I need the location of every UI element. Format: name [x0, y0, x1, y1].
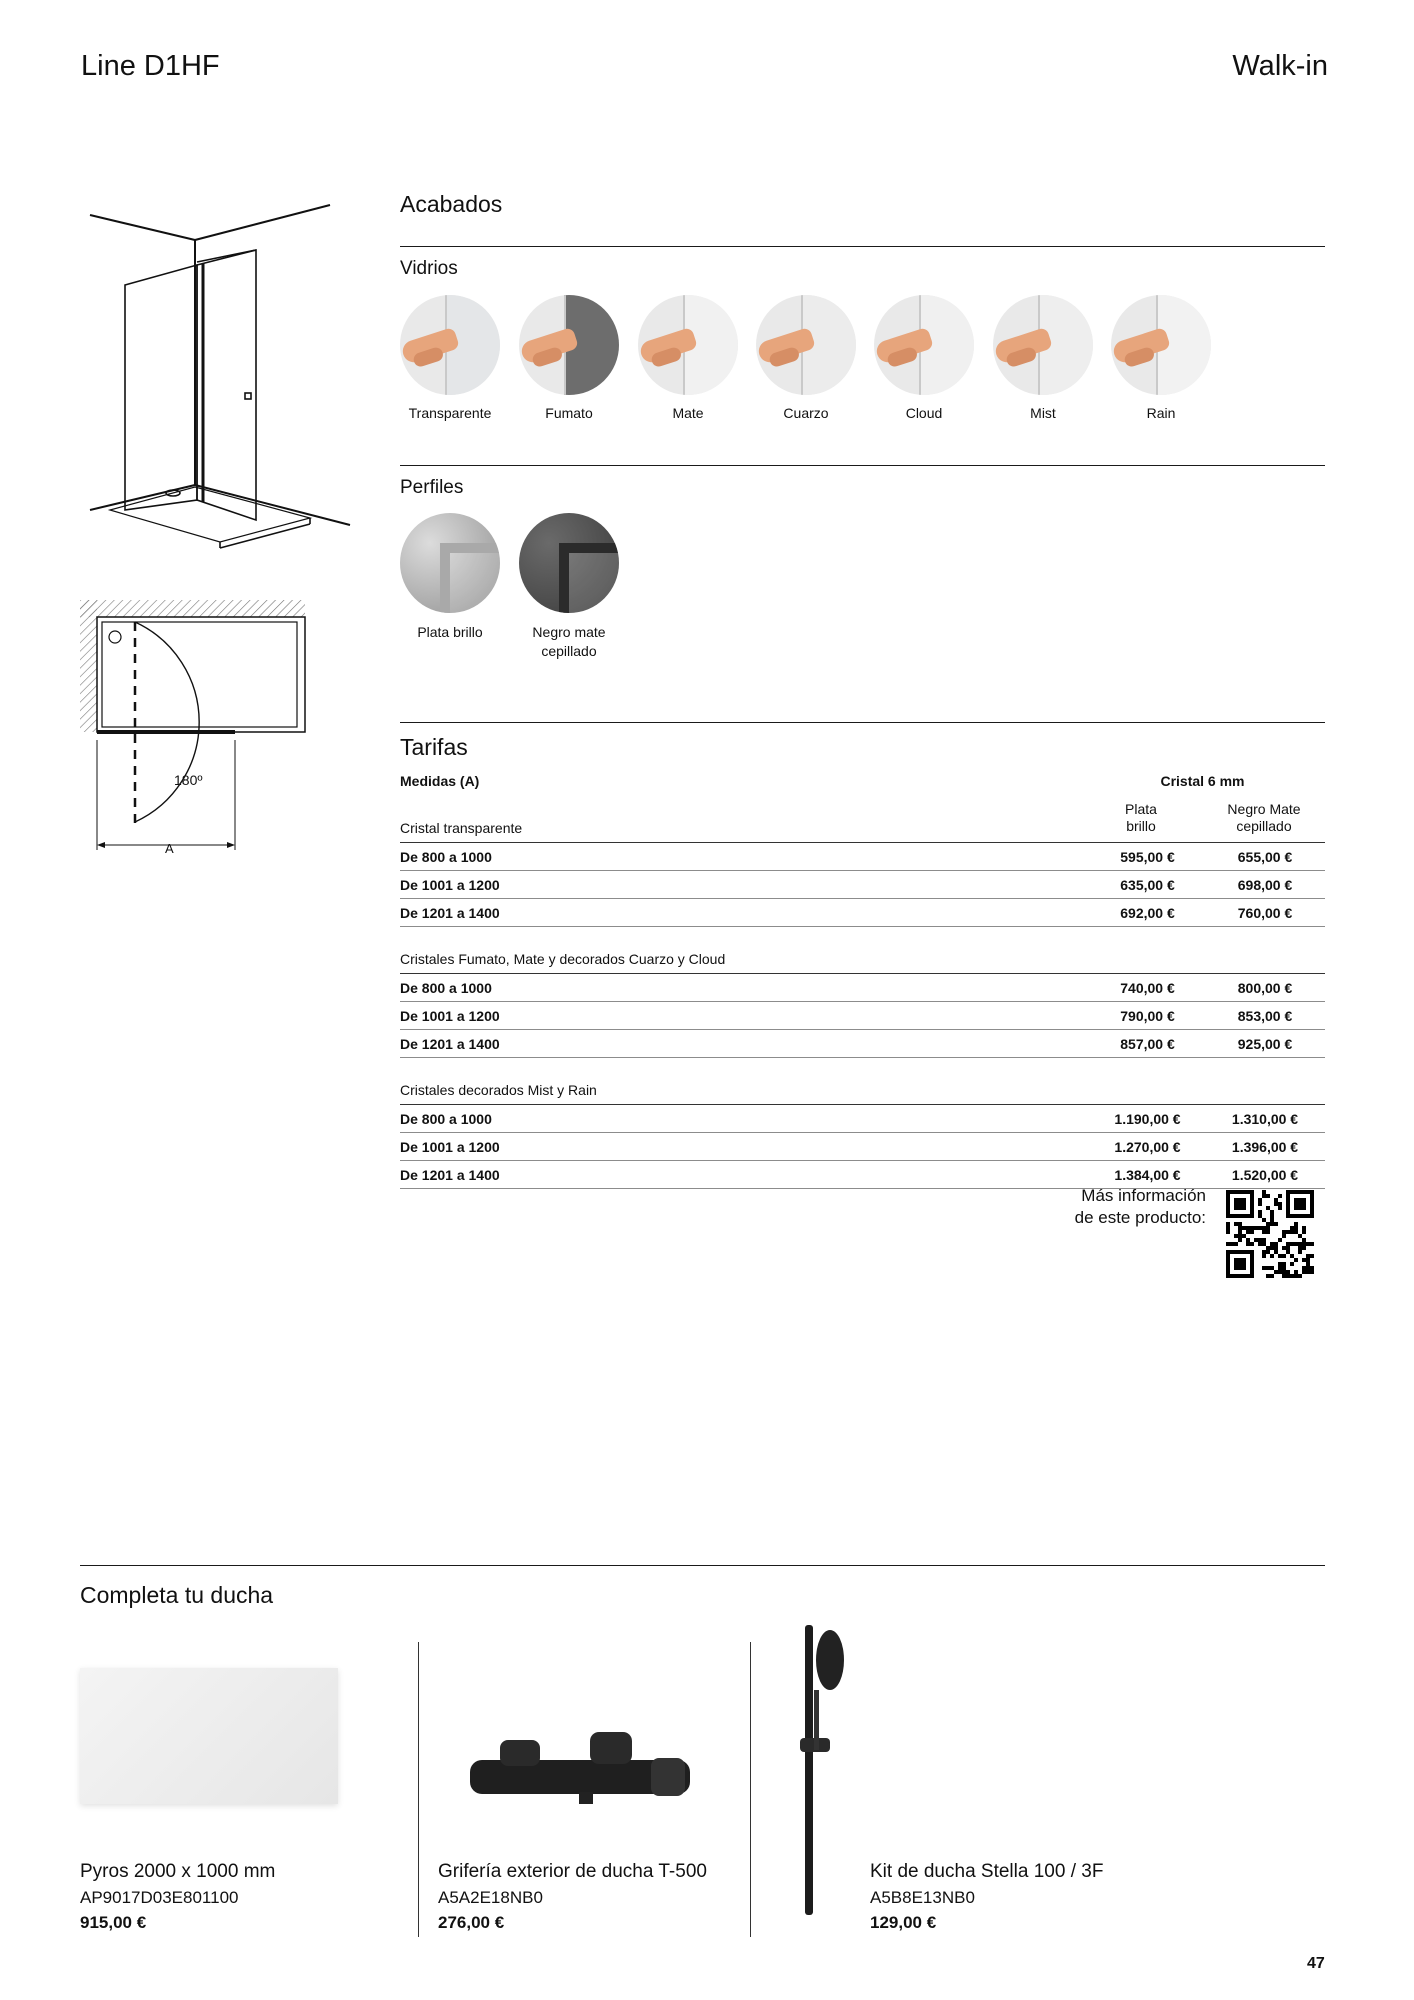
- qr-module: [1262, 1250, 1266, 1254]
- qr-module: [1274, 1270, 1278, 1274]
- qr-module: [1306, 1258, 1310, 1262]
- qr-module: [1278, 1206, 1282, 1210]
- table-row: [400, 871, 1325, 899]
- qr-module: [1298, 1242, 1302, 1246]
- qr-module: [1278, 1262, 1282, 1266]
- tarifas-title: Tarifas: [400, 734, 468, 760]
- shower-tray-image: [80, 1668, 338, 1804]
- table-row: [400, 1002, 1325, 1030]
- qr-module: [1294, 1242, 1298, 1246]
- qr-module: [1286, 1242, 1290, 1246]
- price-negro: 760,00 €: [1205, 899, 1325, 927]
- glass-thickness-label: Cristal 6 mm: [1160, 773, 1245, 789]
- qr-module: [1294, 1222, 1298, 1226]
- glass-swatch[interactable]: [756, 295, 856, 395]
- qr-module: [1298, 1246, 1302, 1250]
- price-plata: 635,00 €: [1090, 871, 1205, 899]
- qr-module: [1270, 1266, 1274, 1270]
- qr-module: [1302, 1238, 1306, 1242]
- price-negro: 655,00 €: [1205, 843, 1325, 871]
- price-plata: 1.384,00 €: [1090, 1161, 1205, 1189]
- qr-module: [1242, 1226, 1246, 1230]
- table-row: [400, 899, 1325, 927]
- qr-module: [1294, 1274, 1298, 1278]
- qr-module: [1246, 1238, 1250, 1242]
- qr-module: [1226, 1222, 1230, 1226]
- qr-module: [1270, 1222, 1274, 1226]
- glass-label: Cuarzo: [783, 405, 829, 421]
- qr-module: [1246, 1230, 1250, 1234]
- group-header-row: [400, 770, 1325, 843]
- qr-module: [1234, 1222, 1238, 1226]
- qr-module: [1262, 1226, 1266, 1230]
- qr-module: [1274, 1242, 1278, 1246]
- qr-module: [1262, 1218, 1266, 1222]
- profile-bar: [440, 543, 500, 613]
- qr-module: [1274, 1250, 1278, 1254]
- price-negro: 925,00 €: [1205, 1030, 1325, 1058]
- price-plata: 1.190,00 €: [1090, 1105, 1205, 1133]
- qr-module: [1258, 1238, 1262, 1242]
- qr-module: [1266, 1230, 1270, 1234]
- glass-label: Cloud: [905, 405, 943, 421]
- qr-module: [1298, 1250, 1302, 1254]
- qr-module: [1234, 1234, 1238, 1238]
- group-name: Cristales Fumato, Mate y decorados Cuarzo y Cloud: [400, 927, 1325, 974]
- qr-module: [1282, 1274, 1286, 1278]
- size-range: De 1201 a 1400: [400, 899, 1090, 927]
- glass-label: Mate: [672, 405, 704, 421]
- qr-module: [1286, 1270, 1290, 1274]
- product-code: AP9017D03E801100: [80, 1888, 239, 1907]
- qr-module: [1254, 1226, 1258, 1230]
- qr-module: [1278, 1238, 1282, 1242]
- qr-module: [1302, 1230, 1306, 1234]
- qr-module: [1274, 1222, 1278, 1226]
- glass-swatch[interactable]: [993, 295, 1093, 395]
- price-plata: 595,00 €: [1090, 843, 1205, 871]
- group-name: Cristales decorados Mist y Rain: [400, 1058, 1325, 1105]
- qr-module: [1302, 1242, 1306, 1246]
- glass-label: Mist: [1030, 405, 1056, 421]
- price-negro: 853,00 €: [1205, 1002, 1325, 1030]
- price-plata: 857,00 €: [1090, 1030, 1205, 1058]
- col-plata-brillo: Plata brillo: [1125, 801, 1157, 834]
- qr-module: [1286, 1274, 1290, 1278]
- acabados-divider: [400, 246, 1325, 247]
- size-range: De 1201 a 1400: [400, 1161, 1090, 1189]
- completa-divider: [80, 1565, 1325, 1566]
- group-header-row: [400, 927, 1325, 974]
- dimension-a-label: A: [165, 841, 174, 856]
- qr-code[interactable]: [1226, 1190, 1314, 1278]
- vidrios-title: Vidrios: [400, 258, 458, 279]
- more-info-text: [1075, 1185, 1206, 1229]
- product-name[interactable]: Pyros 2000 x 1000 mm: [80, 1861, 276, 1882]
- qr-module: [1290, 1274, 1294, 1278]
- qr-module: [1286, 1246, 1290, 1250]
- qr-module: [1258, 1242, 1262, 1246]
- qr-module: [1238, 1238, 1242, 1242]
- qr-module: [1262, 1242, 1266, 1246]
- opening-angle-label: 180º: [174, 772, 203, 788]
- product-code: A5A2E18NB0: [438, 1888, 543, 1907]
- size-range: De 1001 a 1200: [400, 871, 1090, 899]
- profile-label: Negro mate cepillado: [532, 624, 606, 659]
- table-row: [400, 843, 1325, 871]
- qr-module: [1294, 1198, 1306, 1210]
- qr-module: [1282, 1234, 1286, 1238]
- product-name[interactable]: Kit de ducha Stella 100 / 3F: [870, 1861, 1104, 1882]
- price-negro: 800,00 €: [1205, 974, 1325, 1002]
- product-price: 129,00 €: [870, 1913, 937, 1932]
- profile-label: Plata brillo: [417, 624, 483, 640]
- qr-module: [1258, 1198, 1262, 1202]
- qr-module: [1290, 1262, 1294, 1266]
- qr-module: [1238, 1230, 1242, 1234]
- product-code: A5B8E13NB0: [870, 1888, 975, 1907]
- size-range: De 1001 a 1200: [400, 1133, 1090, 1161]
- table-row: [400, 1133, 1325, 1161]
- product-price: 915,00 €: [80, 1913, 147, 1932]
- size-range: De 1001 a 1200: [400, 1002, 1090, 1030]
- qr-module: [1234, 1198, 1246, 1210]
- price-plata: 692,00 €: [1090, 899, 1205, 927]
- qr-module: [1262, 1230, 1266, 1234]
- qr-module: [1250, 1226, 1254, 1230]
- size-range: De 800 a 1000: [400, 843, 1090, 871]
- qr-module: [1266, 1266, 1270, 1270]
- price-negro: 698,00 €: [1205, 871, 1325, 899]
- qr-module: [1270, 1218, 1274, 1222]
- qr-module: [1306, 1254, 1310, 1258]
- qr-module: [1282, 1246, 1286, 1250]
- measures-label: Medidas (A): [400, 773, 480, 789]
- qr-module: [1262, 1238, 1266, 1242]
- qr-module: [1266, 1246, 1270, 1250]
- col-negro-mate: Negro Mate cepillado: [1227, 801, 1301, 834]
- glass-swatch[interactable]: [400, 295, 500, 395]
- qr-module: [1238, 1226, 1242, 1230]
- qr-module: [1278, 1266, 1282, 1270]
- category-title: Walk-in: [1232, 50, 1328, 82]
- qr-module: [1258, 1210, 1262, 1214]
- qr-module: [1286, 1230, 1290, 1234]
- qr-module: [1306, 1262, 1310, 1266]
- glass-label: Rain: [1146, 405, 1176, 421]
- qr-module: [1282, 1254, 1286, 1258]
- qr-module: [1266, 1222, 1270, 1226]
- completa-title: Completa tu ducha: [80, 1582, 274, 1608]
- acabados-title: Acabados: [400, 191, 503, 217]
- more-info-line2: de este producto:: [1074, 1208, 1206, 1227]
- profile-swatch[interactable]: [519, 513, 619, 613]
- price-negro: 1.520,00 €: [1205, 1161, 1325, 1189]
- product-separator: [750, 1642, 751, 1937]
- qr-module: [1306, 1242, 1310, 1246]
- qr-module: [1310, 1242, 1314, 1246]
- glass-label: Fumato: [545, 405, 593, 421]
- product-line-title: Line D1HF: [81, 50, 220, 82]
- qr-module: [1250, 1242, 1254, 1246]
- qr-module: [1294, 1258, 1298, 1262]
- qr-module: [1290, 1254, 1294, 1258]
- qr-module: [1246, 1242, 1250, 1246]
- qr-module: [1226, 1242, 1230, 1246]
- qr-module: [1310, 1266, 1314, 1270]
- price-plata: 790,00 €: [1090, 1002, 1205, 1030]
- qr-module: [1274, 1246, 1278, 1250]
- qr-module: [1242, 1234, 1246, 1238]
- product-name[interactable]: Grifería exterior de ducha T-500: [438, 1861, 707, 1882]
- glass-swatch[interactable]: [519, 295, 619, 395]
- qr-module: [1270, 1254, 1274, 1258]
- qr-module: [1246, 1226, 1250, 1230]
- price-plata: 1.270,00 €: [1090, 1133, 1205, 1161]
- qr-module: [1258, 1214, 1262, 1218]
- qr-module: [1302, 1266, 1306, 1270]
- qr-module: [1250, 1230, 1254, 1234]
- size-range: De 1201 a 1400: [400, 1030, 1090, 1058]
- product-price: 276,00 €: [438, 1913, 505, 1932]
- qr-module: [1278, 1270, 1282, 1274]
- qr-module: [1282, 1262, 1286, 1266]
- qr-module: [1258, 1202, 1262, 1206]
- qr-module: [1306, 1270, 1310, 1274]
- qr-module: [1294, 1270, 1298, 1274]
- group-header-row: [400, 1058, 1325, 1105]
- qr-module: [1278, 1202, 1282, 1206]
- perfiles-divider: [400, 465, 1325, 466]
- qr-module: [1270, 1210, 1274, 1214]
- size-range: De 800 a 1000: [400, 974, 1090, 1002]
- qr-module: [1294, 1226, 1298, 1230]
- qr-module: [1290, 1226, 1294, 1230]
- price-table: [400, 770, 1325, 1189]
- qr-module: [1258, 1226, 1262, 1230]
- qr-module: [1262, 1190, 1266, 1194]
- glass-swatch[interactable]: [638, 295, 738, 395]
- qr-module: [1262, 1266, 1266, 1270]
- product-separator: [418, 1642, 419, 1937]
- glass-swatch[interactable]: [1111, 295, 1211, 395]
- qr-module: [1310, 1270, 1314, 1274]
- qr-module: [1306, 1266, 1310, 1270]
- profile-swatch[interactable]: [400, 513, 500, 613]
- table-row: [400, 974, 1325, 1002]
- glass-swatch[interactable]: [874, 295, 974, 395]
- qr-module: [1270, 1274, 1274, 1278]
- qr-module: [1302, 1226, 1306, 1230]
- qr-module: [1282, 1266, 1286, 1270]
- qr-module: [1266, 1226, 1270, 1230]
- qr-module: [1262, 1194, 1266, 1198]
- price-negro: 1.396,00 €: [1205, 1133, 1325, 1161]
- qr-module: [1294, 1230, 1298, 1234]
- qr-module: [1278, 1194, 1282, 1198]
- price-negro: 1.310,00 €: [1205, 1105, 1325, 1133]
- shower-mixer-image: [465, 1720, 695, 1810]
- qr-module: [1270, 1214, 1274, 1218]
- page-number: 47: [1307, 1955, 1325, 1972]
- qr-module: [1298, 1234, 1302, 1238]
- qr-module: [1262, 1254, 1266, 1258]
- tarifas-divider: [400, 722, 1325, 723]
- qr-module: [1270, 1242, 1274, 1246]
- qr-module: [1266, 1250, 1270, 1254]
- qr-module: [1302, 1246, 1306, 1250]
- qr-module: [1302, 1270, 1306, 1274]
- qr-module: [1286, 1250, 1290, 1254]
- qr-module: [1274, 1202, 1278, 1206]
- group-name: Cristal transparente: [400, 770, 1325, 843]
- qr-module: [1282, 1230, 1286, 1234]
- qr-module: [1310, 1254, 1314, 1258]
- qr-module: [1226, 1230, 1230, 1234]
- table-row: [400, 1105, 1325, 1133]
- qr-module: [1282, 1270, 1286, 1274]
- shower-plan-diagram: [80, 600, 310, 860]
- qr-module: [1290, 1230, 1294, 1234]
- perfiles-title: Perfiles: [400, 477, 464, 498]
- price-plata: 740,00 €: [1090, 974, 1205, 1002]
- qr-module: [1274, 1198, 1278, 1202]
- qr-module: [1238, 1234, 1242, 1238]
- glass-label: Transparente: [408, 405, 492, 421]
- qr-module: [1290, 1242, 1294, 1246]
- shower-kit-image: [790, 1620, 860, 1920]
- qr-module: [1270, 1246, 1274, 1250]
- qr-module: [1302, 1258, 1306, 1262]
- qr-module: [1254, 1238, 1258, 1242]
- qr-module: [1238, 1222, 1242, 1226]
- qr-module: [1266, 1206, 1270, 1210]
- size-range: De 800 a 1000: [400, 1105, 1090, 1133]
- qr-module: [1298, 1274, 1302, 1278]
- table-row: [400, 1030, 1325, 1058]
- qr-module: [1234, 1258, 1246, 1270]
- qr-module: [1266, 1274, 1270, 1278]
- qr-module: [1226, 1226, 1230, 1230]
- shower-isometric-drawing: [80, 200, 360, 550]
- more-info-line1: Más información: [1081, 1186, 1206, 1205]
- qr-module: [1234, 1242, 1238, 1246]
- qr-module: [1278, 1254, 1282, 1258]
- qr-module: [1266, 1194, 1270, 1198]
- qr-module: [1230, 1242, 1234, 1246]
- profile-bar: [559, 543, 619, 613]
